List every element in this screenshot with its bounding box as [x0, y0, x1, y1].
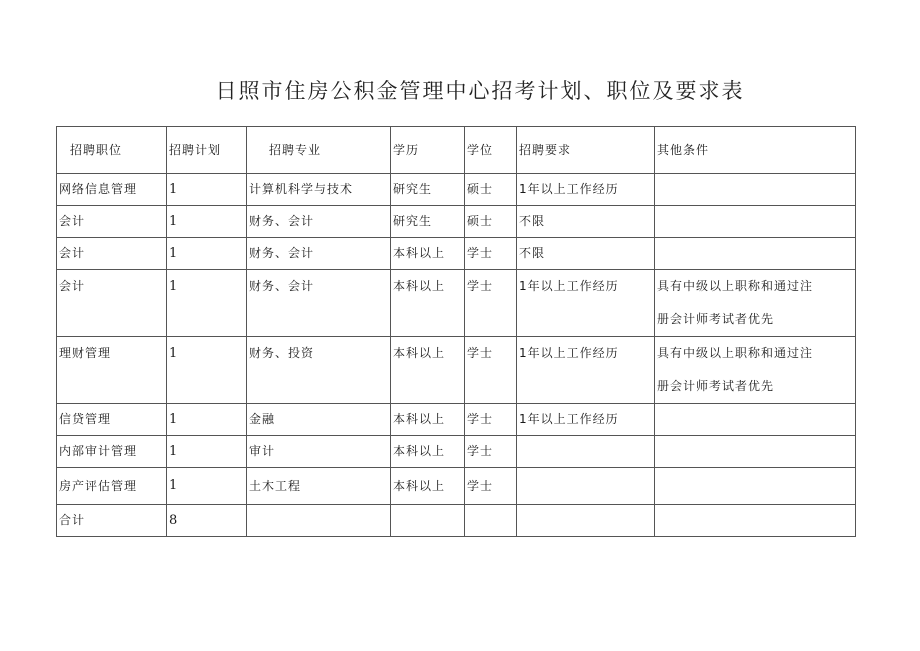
table-row — [57, 436, 856, 468]
cell-degree — [465, 505, 517, 537]
cell-position: 会计 — [57, 270, 167, 337]
cell-plan: 1 — [167, 206, 247, 238]
cell-other — [655, 270, 856, 337]
cell-requirement: 1年以上工作经历 — [517, 174, 655, 206]
cell-position: 会计 — [57, 238, 167, 270]
other-line-2: 册会计师考试者优先 — [657, 379, 775, 393]
cell-major: 财务、会计 — [247, 270, 391, 337]
cell-degree: 学士 — [465, 468, 517, 505]
header-requirement: 招聘要求 — [517, 127, 655, 174]
cell-plan: 1 — [167, 238, 247, 270]
cell-total-plan: 8 — [167, 505, 247, 537]
cell-other — [655, 436, 856, 468]
cell-requirement: 不限 — [517, 238, 655, 270]
header-major: 招聘专业 — [247, 127, 391, 174]
cell-education: 本科以上 — [391, 337, 465, 404]
table-row — [57, 206, 856, 238]
cell-other — [655, 404, 856, 436]
cell-plan: 1 — [167, 468, 247, 505]
cell-degree: 学士 — [465, 238, 517, 270]
header-plan: 招聘计划 — [167, 127, 247, 174]
table-header-row — [57, 127, 856, 174]
recruitment-table — [56, 126, 856, 537]
table-row — [57, 404, 856, 436]
cell-other — [655, 174, 856, 206]
table-total-row — [57, 505, 856, 537]
cell-major — [247, 505, 391, 537]
cell-requirement — [517, 436, 655, 468]
table-row — [57, 337, 856, 404]
header-degree: 学位 — [465, 127, 517, 174]
cell-education: 本科以上 — [391, 436, 465, 468]
cell-plan: 1 — [167, 404, 247, 436]
cell-plan: 1 — [167, 337, 247, 404]
cell-plan: 1 — [167, 270, 247, 337]
cell-other — [655, 238, 856, 270]
cell-position: 内部审计管理 — [57, 436, 167, 468]
document-title: 日照市住房公积金管理中心招考计划、职位及要求表 — [215, 79, 745, 103]
cell-major: 审计 — [247, 436, 391, 468]
cell-plan: 1 — [167, 174, 247, 206]
cell-position: 会计 — [57, 206, 167, 238]
cell-other — [655, 337, 856, 404]
cell-requirement — [517, 468, 655, 505]
cell-other — [655, 206, 856, 238]
other-line-1: 具有中级以上职称和通过注 — [657, 346, 814, 360]
cell-requirement — [517, 505, 655, 537]
cell-other — [655, 505, 856, 537]
cell-education: 研究生 — [391, 174, 465, 206]
cell-education: 本科以上 — [391, 238, 465, 270]
other-line-1: 具有中级以上职称和通过注 — [657, 279, 814, 293]
cell-requirement: 1年以上工作经历 — [517, 270, 655, 337]
cell-major: 土木工程 — [247, 468, 391, 505]
cell-position: 信贷管理 — [57, 404, 167, 436]
header-position: 招聘职位 — [57, 127, 167, 174]
table-row — [57, 174, 856, 206]
header-other: 其他条件 — [655, 127, 856, 174]
cell-degree: 硕士 — [465, 206, 517, 238]
cell-major: 计算机科学与技术 — [247, 174, 391, 206]
cell-plan: 1 — [167, 436, 247, 468]
cell-education: 本科以上 — [391, 468, 465, 505]
table-row — [57, 468, 856, 505]
cell-education: 研究生 — [391, 206, 465, 238]
cell-requirement: 1年以上工作经历 — [517, 404, 655, 436]
header-education: 学历 — [391, 127, 465, 174]
table-row — [57, 238, 856, 270]
cell-degree: 学士 — [465, 436, 517, 468]
cell-degree: 学士 — [465, 404, 517, 436]
cell-position: 房产评估管理 — [57, 468, 167, 505]
cell-requirement: 1年以上工作经历 — [517, 337, 655, 404]
cell-major: 金融 — [247, 404, 391, 436]
cell-degree: 学士 — [465, 337, 517, 404]
cell-other — [655, 468, 856, 505]
cell-education: 本科以上 — [391, 270, 465, 337]
cell-position: 理财管理 — [57, 337, 167, 404]
cell-degree: 硕士 — [465, 174, 517, 206]
cell-education: 本科以上 — [391, 404, 465, 436]
cell-major: 财务、投资 — [247, 337, 391, 404]
table-row — [57, 270, 856, 337]
cell-total-label: 合计 — [57, 505, 167, 537]
cell-position: 网络信息管理 — [57, 174, 167, 206]
cell-major: 财务、会计 — [247, 238, 391, 270]
cell-education — [391, 505, 465, 537]
cell-degree: 学士 — [465, 270, 517, 337]
cell-requirement: 不限 — [517, 206, 655, 238]
other-line-2: 册会计师考试者优先 — [657, 312, 775, 326]
cell-major: 财务、会计 — [247, 206, 391, 238]
